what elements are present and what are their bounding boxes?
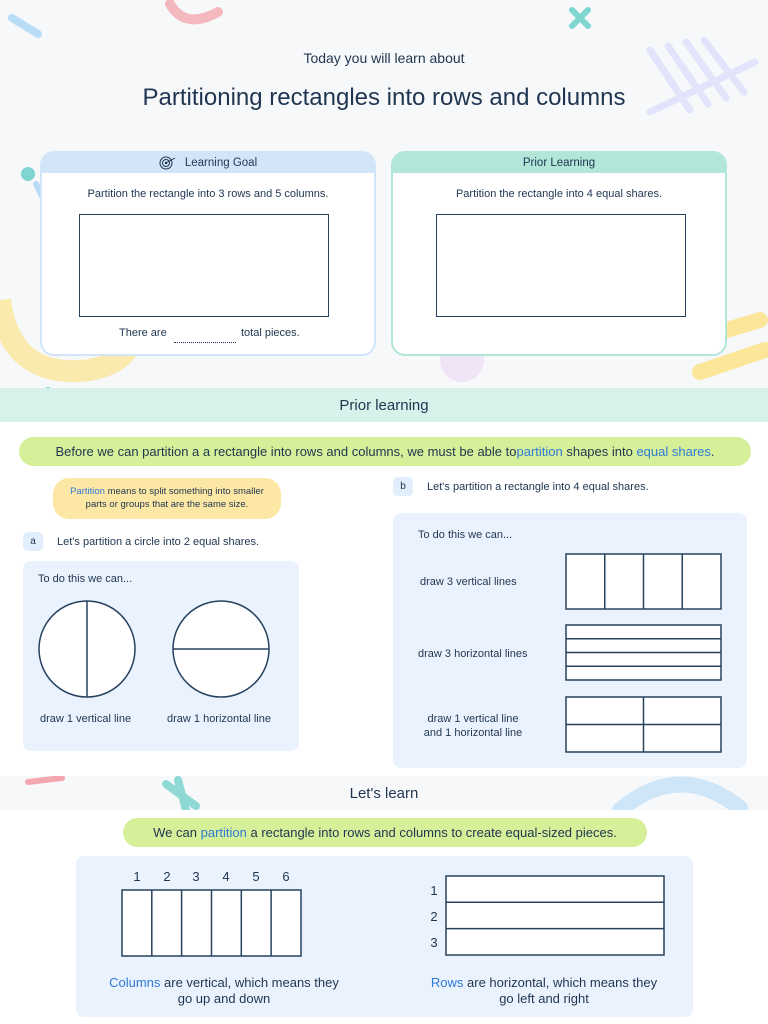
part-b-option1: draw 3 vertical lines bbox=[420, 576, 517, 588]
columns-term: Columns bbox=[109, 975, 161, 990]
rows-desc: are horizontal, which means they bbox=[463, 975, 658, 990]
column-number-4: 4 bbox=[222, 869, 230, 884]
learning-goal-card bbox=[40, 151, 376, 356]
circle-vertical-split bbox=[37, 599, 137, 699]
part-b-lead: To do this we can... bbox=[418, 529, 513, 541]
column-number-6: 6 bbox=[282, 869, 290, 884]
answer-prefix: There are bbox=[119, 327, 167, 339]
rectangle-two-by-two bbox=[565, 696, 723, 754]
definition-term: Partition bbox=[70, 486, 105, 497]
row-number-2: 2 bbox=[430, 909, 438, 924]
part-a-option2: draw 1 horizontal line bbox=[167, 713, 271, 725]
part-b-panel bbox=[393, 513, 747, 768]
prior-intro-term2: equal shares bbox=[636, 444, 711, 459]
rows-caption-line1 bbox=[396, 975, 692, 990]
prior-learning-card bbox=[391, 151, 727, 356]
answer-suffix: total pieces. bbox=[241, 327, 300, 339]
column-number-5: 5 bbox=[252, 869, 260, 884]
part-a-option1: draw 1 vertical line bbox=[40, 713, 132, 725]
prior-learning-instruction: Partition the rectangle into 4 equal shares. bbox=[455, 188, 663, 200]
columns-caption-line2: go up and down bbox=[177, 991, 271, 1006]
target-icon bbox=[159, 156, 179, 170]
learn-intro-term: partition bbox=[200, 825, 247, 840]
rows-term: Rows bbox=[430, 975, 464, 990]
prior-intro-pill bbox=[19, 437, 751, 466]
part-a-lead: To do this we can... bbox=[38, 573, 133, 585]
definition-pill bbox=[53, 478, 281, 519]
prior-intro-post: . bbox=[710, 444, 715, 459]
part-b-option3-line2: and 1 horizontal line bbox=[423, 727, 523, 739]
prior-learning-rectangle[interactable] bbox=[436, 214, 686, 317]
lets-learn-band: Let's learn bbox=[349, 784, 419, 802]
prior-intro-pre: Before we can partition a a rectangle into rows and columns, we must be able to bbox=[55, 444, 517, 459]
learn-panel bbox=[76, 856, 693, 1017]
page-subtitle: Today you will learn about bbox=[303, 50, 465, 66]
columns-rectangle bbox=[121, 889, 303, 958]
part-b-option2: draw 3 horizontal lines bbox=[418, 648, 528, 660]
prior-learning-header: Prior Learning bbox=[393, 153, 725, 173]
part-a-panel bbox=[23, 561, 299, 751]
learn-intro-pill bbox=[123, 818, 647, 847]
prior-learning-band: Prior learning bbox=[0, 388, 768, 422]
columns-caption-line1 bbox=[76, 975, 372, 990]
learning-goal-header bbox=[42, 153, 374, 173]
learning-goal-instruction: Partition the rectangle into 3 rows and 5 columns. bbox=[87, 188, 329, 200]
learn-intro-post: a rectangle into rows and columns to create equal-sized pieces. bbox=[246, 825, 617, 840]
row-number-1: 1 bbox=[430, 883, 438, 898]
rectangle-four-columns bbox=[565, 553, 723, 611]
column-number-3: 3 bbox=[192, 869, 200, 884]
circle-horizontal-split bbox=[171, 599, 271, 699]
column-number-2: 2 bbox=[163, 869, 171, 884]
learn-intro-pre: We can bbox=[153, 825, 201, 840]
row-number-3: 3 bbox=[430, 935, 438, 950]
part-a-marker: a bbox=[23, 532, 43, 551]
prior-intro-term: partition bbox=[516, 444, 563, 459]
rows-rectangle bbox=[445, 875, 666, 957]
definition-text: means to split something into smaller parts or groups that are the same size. bbox=[85, 486, 264, 510]
part-b-option3-line1: draw 1 vertical line bbox=[427, 713, 519, 725]
learning-goal-rectangle[interactable] bbox=[79, 214, 329, 317]
learning-goal-heading: Learning Goal bbox=[184, 157, 258, 169]
columns-desc: are vertical, which means they bbox=[160, 975, 339, 990]
part-b-marker: b bbox=[393, 477, 413, 496]
prior-intro-mid: shapes into bbox=[562, 444, 637, 459]
rows-caption-line2: go left and right bbox=[499, 991, 589, 1006]
part-b-prompt: Let's partition a rectangle into 4 equal shares. bbox=[427, 481, 649, 493]
column-number-1: 1 bbox=[133, 869, 141, 884]
page-title: Partitioning rectangles into rows and columns bbox=[142, 84, 626, 111]
rectangle-four-rows bbox=[565, 624, 723, 682]
part-a-prompt: Let's partition a circle into 2 equal shares. bbox=[57, 536, 260, 548]
answer-blank[interactable] bbox=[174, 341, 236, 343]
